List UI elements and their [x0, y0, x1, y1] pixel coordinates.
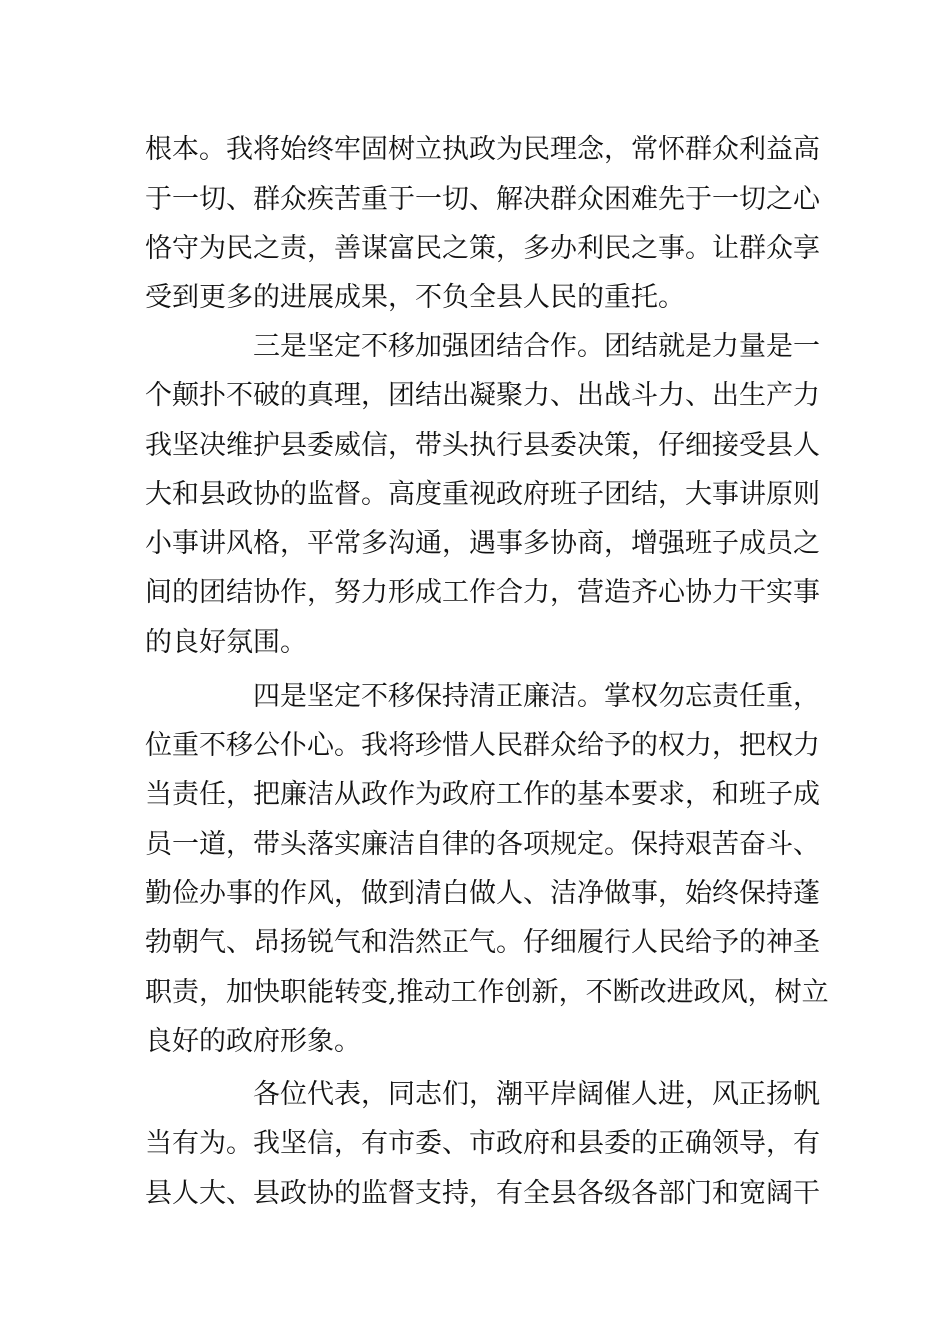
- text-line: 根本。我将始终牢固树立执政为民理念，常怀群众利益高: [145, 134, 820, 165]
- text-line: 良好的政府形象。: [145, 1026, 361, 1057]
- text-line: 于一切、群众疾苦重于一切、解决群众困难先于一切之心: [145, 184, 820, 215]
- paragraph-start-line: 各位代表，同志们，潮平岸阔催人进，风正扬帆: [253, 1079, 820, 1110]
- text-line: 当责任，把廉洁从政作为政府工作的基本要求，和班子成: [145, 779, 820, 810]
- text-line: 间的团结协作，努力形成工作合力，营造齐心协力干实事: [145, 577, 820, 608]
- text-line: 大和县政协的监督。高度重视政府班子团结，大事讲原则: [145, 479, 820, 510]
- text-line: 小事讲风格，平常多沟通，遇事多协商，增强班子成员之: [145, 528, 820, 559]
- text-line: 勃朝气、昂扬锐气和浩然正气。仔细履行人民给予的神圣: [145, 927, 820, 958]
- text-line: 当有为。我坚信，有市委、市政府和县委的正确领导，有: [145, 1128, 820, 1159]
- text-line: 职责，加快职能转变,推动工作创新，不断改进政风，树立: [145, 977, 829, 1008]
- text-line: 位重不移公仆心。我将珍惜人民群众给予的权力，把权力: [145, 730, 820, 761]
- text-line: 的良好氛围。: [145, 627, 307, 658]
- text-line: 个颠扑不破的真理，团结出凝聚力、出战斗力、出生产力: [145, 380, 820, 411]
- text-line: 我坚决维护县委威信，带头执行县委决策，仔细接受县人: [145, 430, 820, 461]
- text-line: 恪守为民之责，善谋富民之策，多办利民之事。让群众享: [145, 233, 820, 264]
- text-line: 员一道，带头落实廉洁自律的各项规定。保持艰苦奋斗、: [145, 829, 820, 860]
- paragraph-start-line: 四是坚定不移保持清正廉洁。掌权勿忘责任重，: [253, 681, 820, 712]
- paragraph-start-line: 三是坚定不移加强团结合作。团结就是力量是一: [253, 331, 820, 362]
- text-line: 县人大、县政协的监督支持，有全县各级各部门和宽阔干: [145, 1178, 820, 1209]
- text-line: 受到更多的进展成果，不负全县人民的重托。: [145, 282, 685, 313]
- text-line: 勤俭办事的作风，做到清白做人、洁净做事，始终保持蓬: [145, 878, 820, 909]
